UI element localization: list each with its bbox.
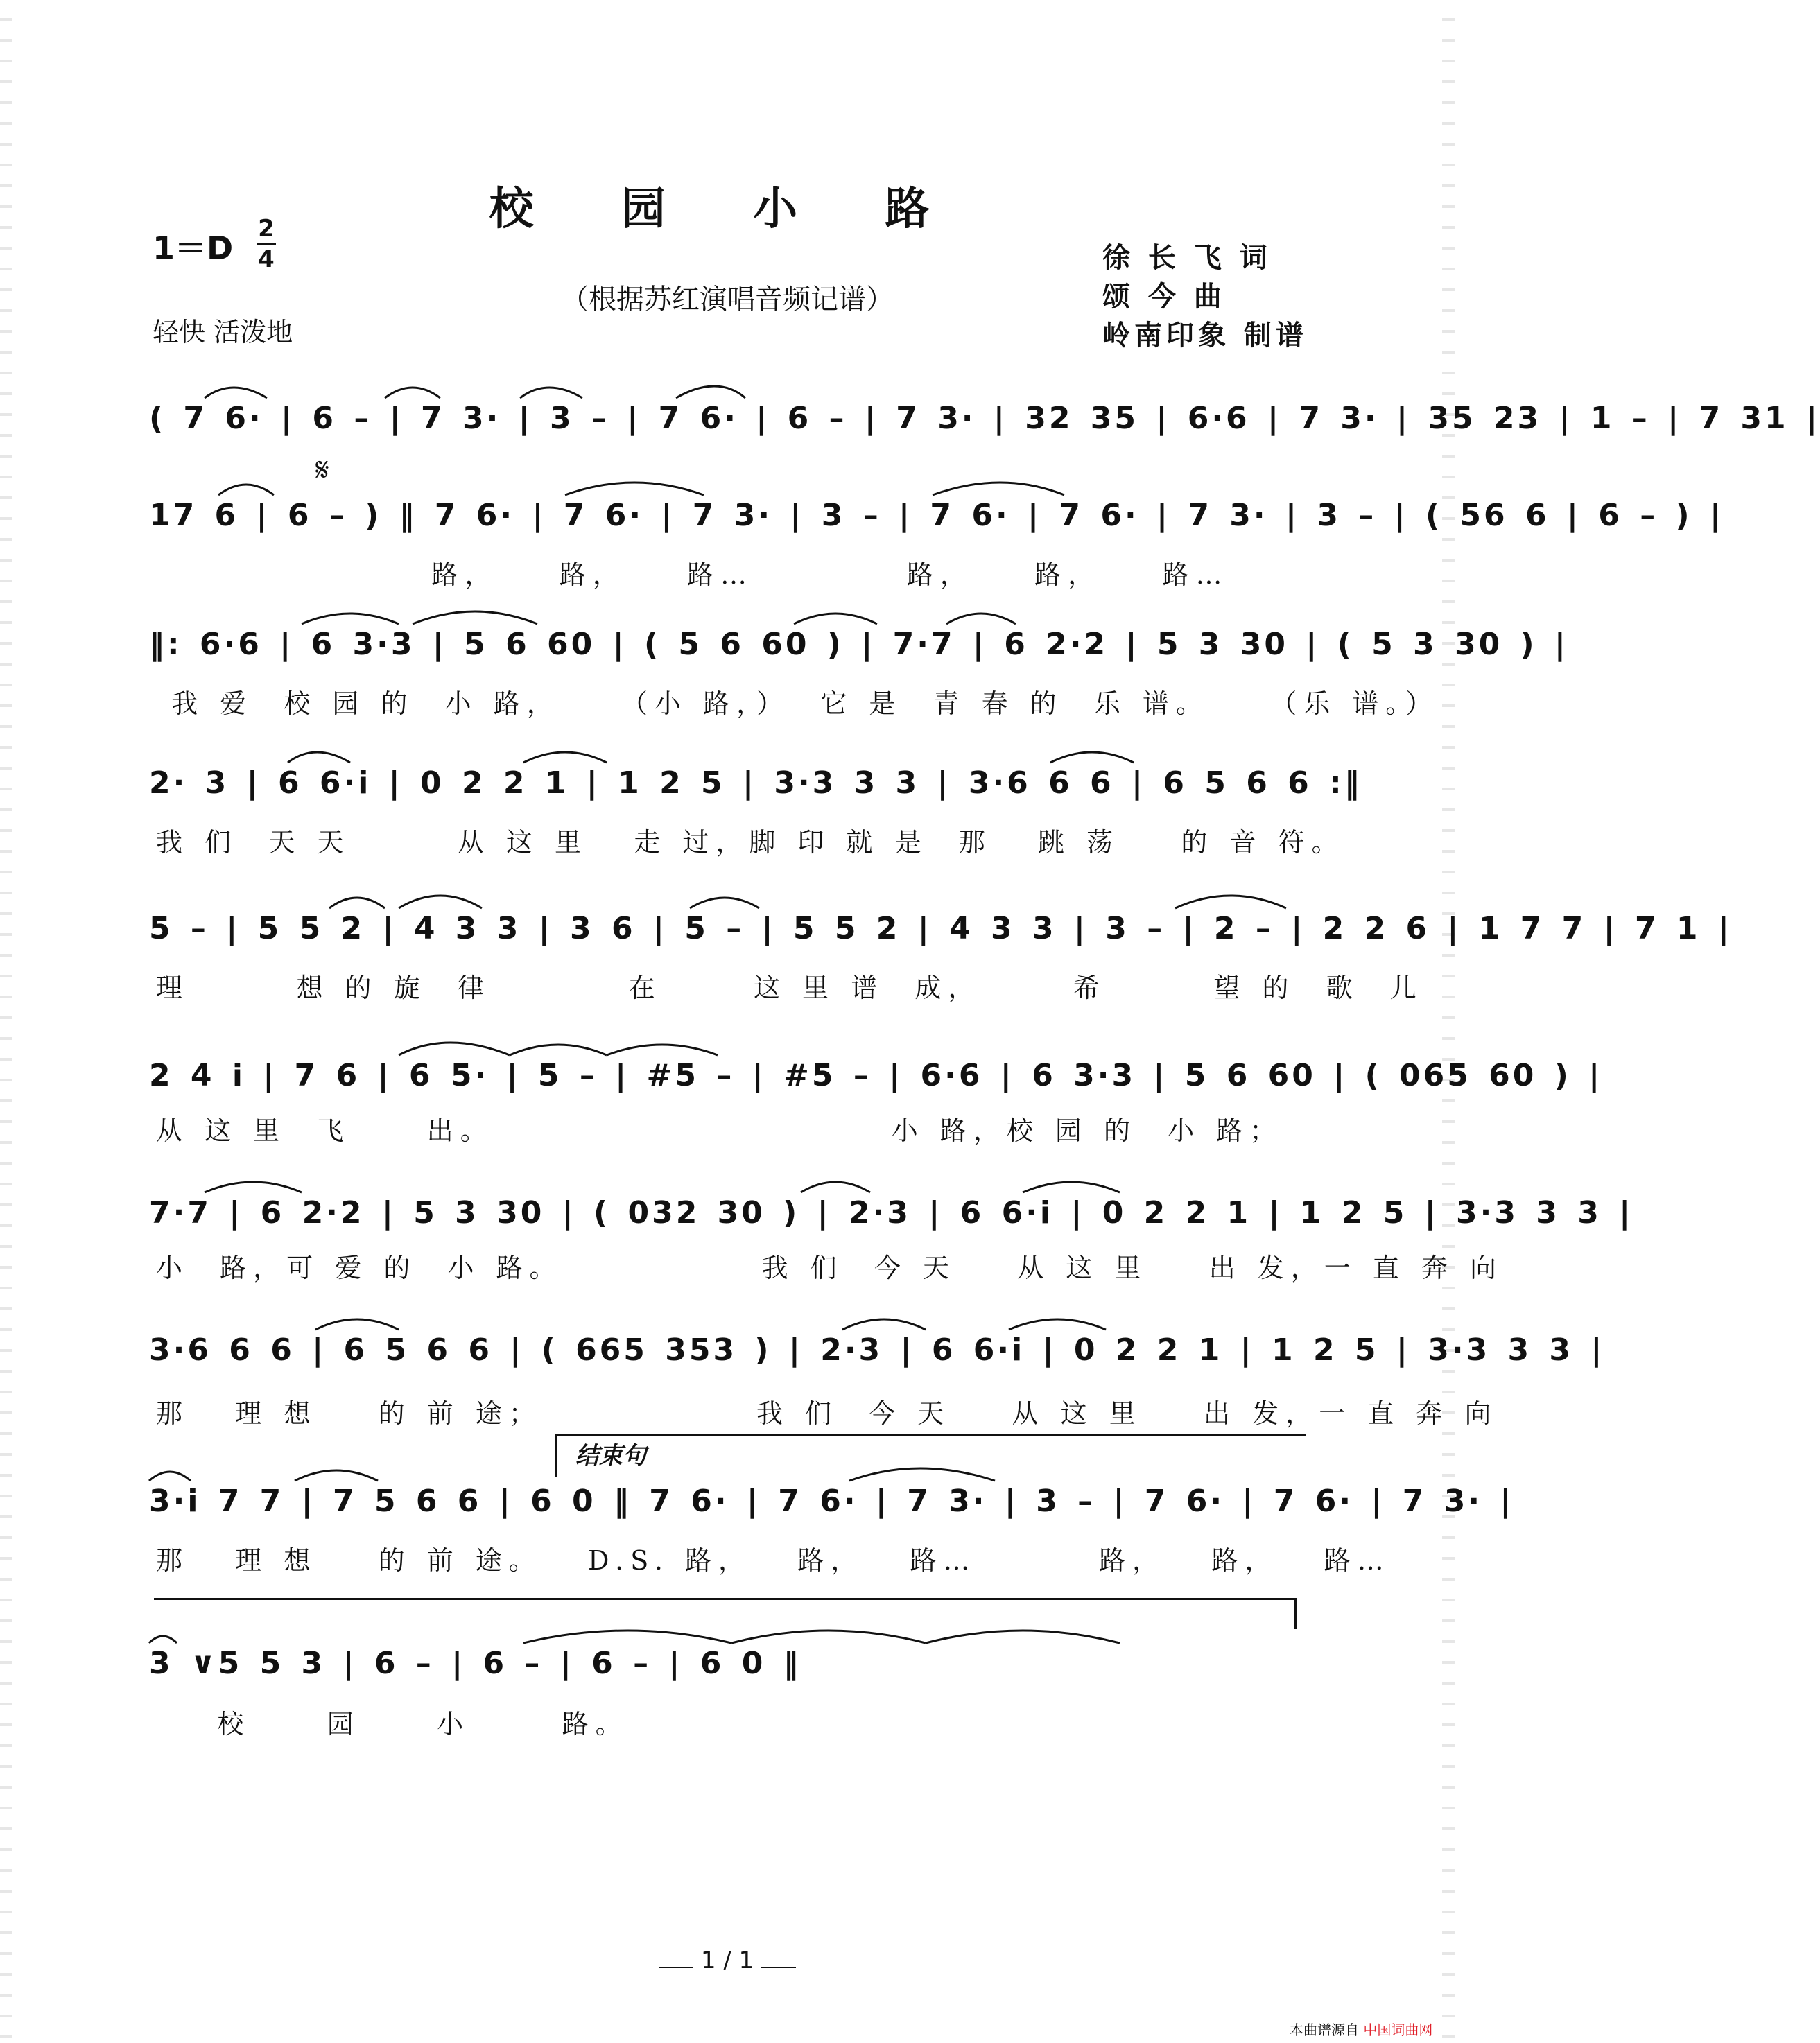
notation-row: 3 ∨5 5 3 | 6 – | 6 – | 6 – | 6 0 ‖ (149, 1646, 801, 1681)
source-prefix: 本曲谱源自 (1290, 2022, 1359, 2038)
lyrics-row: 从 这 里 飞 出。 小 路，校 园 的 小 路； (156, 1115, 1283, 1146)
notation-row: 2 4 i | 7 6 | 6 5· | 5 – | #5 – | #5 – | 6·6 | 6 3·3 | 5 6 60 | ( 065 60 ) | (149, 1058, 1603, 1093)
slur-marks (149, 1618, 1307, 1646)
time-denominator: 4 (258, 245, 275, 273)
notation-row: ‖: 6·6 | 6 3·3 | 5 6 60 | ( 5 6 60 ) | 7·7 | 6 2·2 | 5 3 30 | ( 5 3 30 ) | (149, 627, 1569, 662)
slur-marks (149, 470, 1307, 498)
ending-bracket-rule (154, 1598, 1297, 1600)
lyrics-row: 校 园 小 路。 (156, 1709, 629, 1739)
lyrics-row: 路， 路， 路… 路， 路， 路… (156, 559, 1229, 590)
song-subtitle: （根据苏红演唱音频记谱） (561, 284, 894, 315)
page-number-text: 1 / 1 (700, 1947, 754, 1974)
lyrics-row: 我 爱 校 园 的 小 路， （小 路，） 它 是 青 春 的 乐 谱。 （乐 谱。） (156, 688, 1439, 719)
notation-row: 7·7 | 6 2·2 | 5 3 30 | ( 032 30 ) | 2·3 | 6 6·i | 0 2 2 1 | 1 2 5 | 3·3 3 3 | (149, 1195, 1633, 1231)
notation-row: 2· 3 | 6 6·i | 0 2 2 1 | 1 2 5 | 3·3 3 3 | 3·6 6 6 | 6 5 6 6 :‖ (149, 765, 1362, 801)
notation-row: 17 6 | 6 – ) ‖ 7 6· | 7 6· | 7 3· | 3 – | 7 6· | 7 6· | 7 3· | 3 – | ( 56 6 | 6 – ) | (149, 498, 1724, 533)
slur-marks (149, 1456, 1307, 1484)
slur-marks (149, 883, 1307, 911)
slur-marks (149, 1305, 1307, 1332)
tempo-marking: 轻快 活泼地 (153, 317, 293, 347)
source-site-link[interactable]: 中国词曲网 (1363, 2022, 1433, 2038)
slur-marks (149, 373, 1307, 401)
segno-sign: 𝄋 (315, 451, 329, 488)
ending-label: 结束句 (575, 1442, 646, 1470)
page-number-rule-left (659, 1967, 693, 1968)
time-numerator: 2 (258, 215, 275, 243)
source-credit (1290, 2019, 1432, 2039)
lyrics-row: 小 路，可 爱 的 小 路。 我 们 今 天 从 这 里 出 发，一 直 奔 向 (156, 1253, 1504, 1283)
lyrics-row: 那 理 想 的 前 途； 我 们 今 天 从 这 里 出 发，一 直 奔 向 (156, 1398, 1498, 1429)
lyrics-row: 我 们 天 天 从 这 里 走 过，脚 印 就 是 那 跳 荡 的 音 符。 (156, 827, 1345, 858)
slur-marks (149, 1167, 1307, 1195)
notation-row: 3·6 6 6 | 6 5 6 6 | ( 665 353 ) | 2·3 | 6 6·i | 0 2 2 1 | 1 2 5 | 3·3 3 3 | (149, 1332, 1605, 1368)
slur-marks (149, 599, 1307, 627)
transcriber-credit: 岭南印象 制谱 (1102, 319, 1308, 351)
song-title: 校 园 小 路 (489, 183, 966, 235)
lyrics-row: 理 想 的 旋 律 在 这 里 谱 成， 希 望 的 歌 儿 (156, 973, 1423, 1003)
composer-credit: 颂 今 曲 (1102, 280, 1226, 313)
page-number-rule-right (761, 1967, 796, 1968)
page-number (0, 1947, 1455, 1974)
slur-marks (149, 738, 1307, 765)
lyricist-credit: 徐 长 飞 词 (1102, 241, 1272, 274)
notation-row: ( 7 6· | 6 – | 7 3· | 3 – | 7 6· | 6 – | 7 3· | 32 35 | 6·6 | 7 3· | 35 23 | 1 – | 7 31 | (149, 401, 1820, 436)
lyrics-row: 那 理 想 的 前 途。 D.S. 路， 路， 路… 路， 路， 路… (156, 1545, 1391, 1576)
notation-row: 3·i 7 7 | 7 5 6 6 | 6 0 ‖ 7 6· | 7 6· | 7 3· | 3 – | 7 6· | 7 6· | 7 3· | (149, 1484, 1514, 1519)
time-signature (257, 216, 276, 272)
key-signature: 1＝D (153, 229, 234, 267)
notation-row: 5 – | 5 5 2 | 4 3 3 | 3 6 | 5 – | 5 5 2 | 4 3 3 | 3 – | 2 – | 2 2 6 | 1 7 7 | 7 1 | (149, 911, 1732, 946)
slur-marks (149, 1030, 1307, 1058)
